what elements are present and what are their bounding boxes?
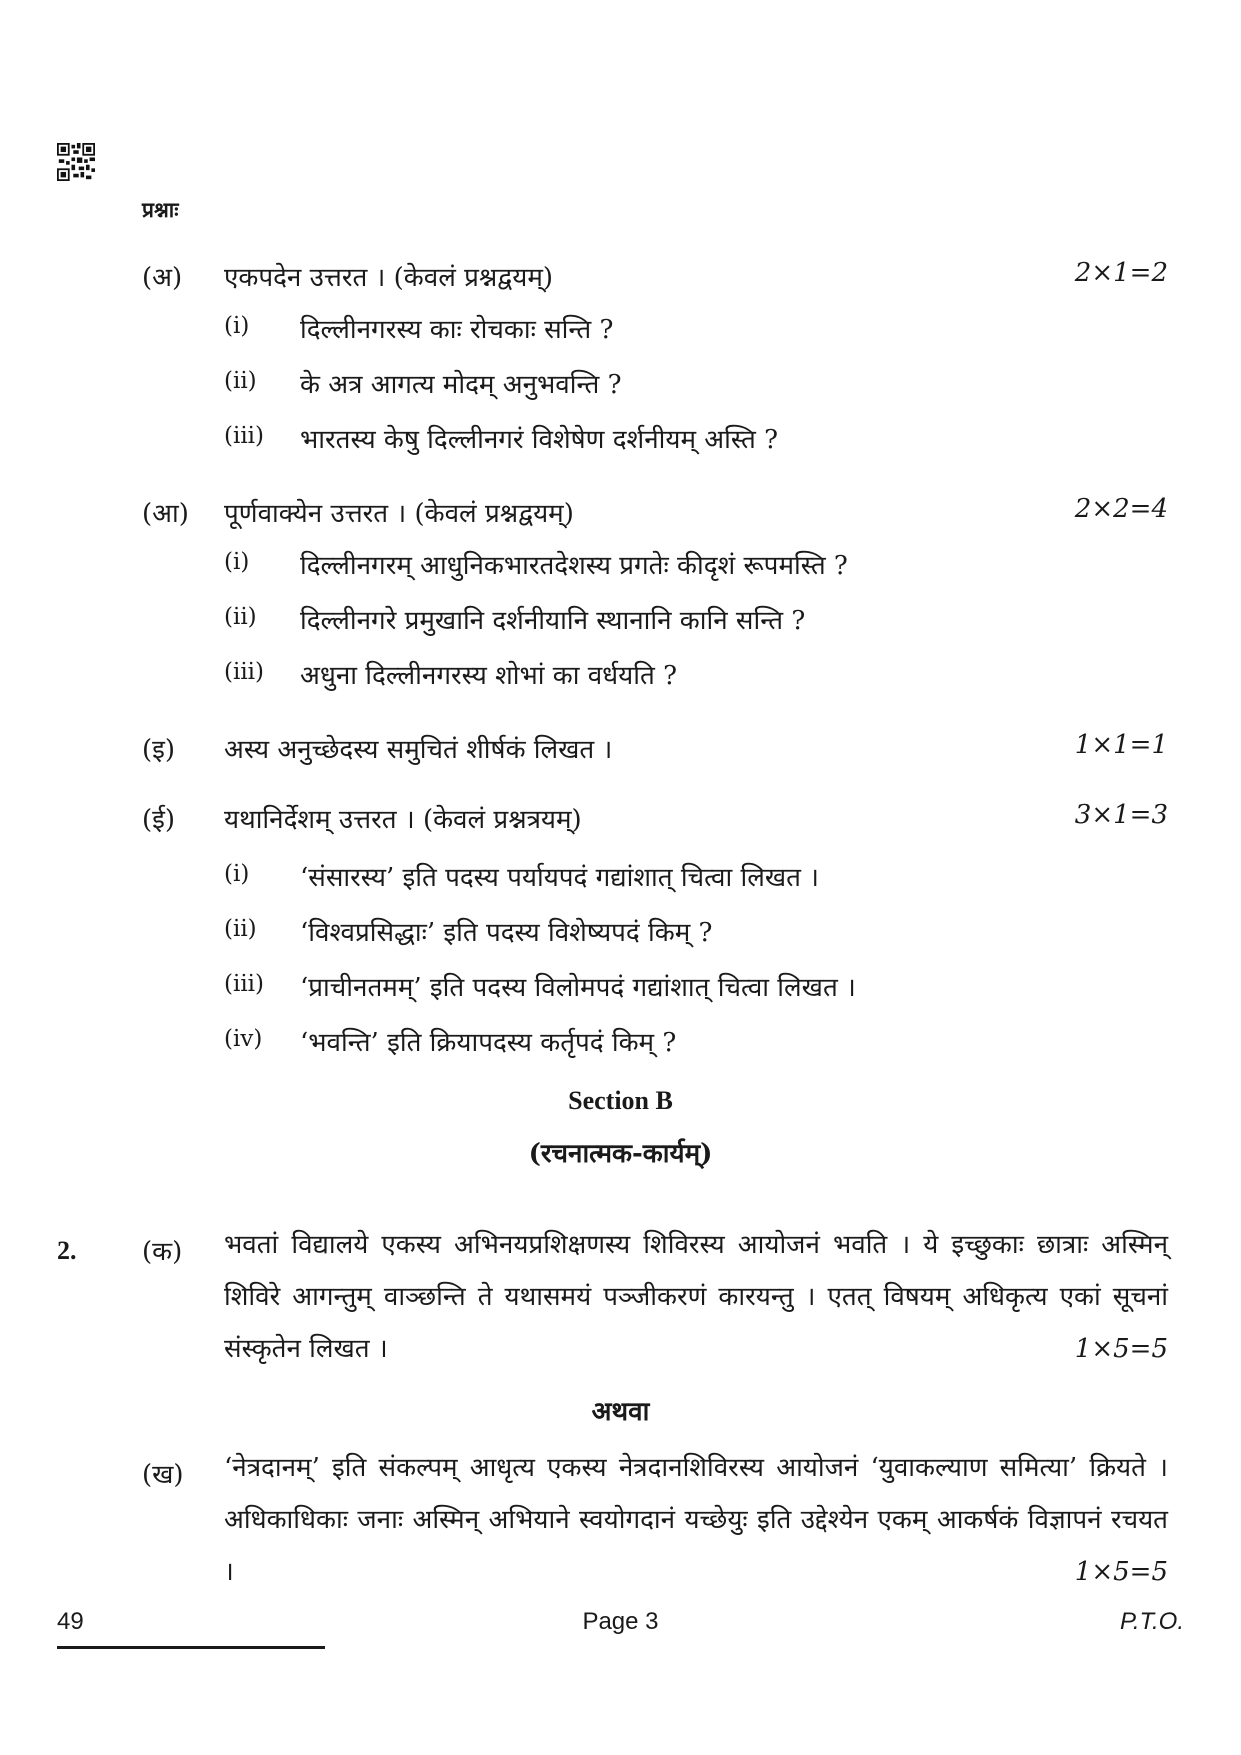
question-ii-text: यथानिर्देशम् उत्तरत । (केवलं प्रश्नत्रयम्) (224, 805, 582, 835)
questions-heading: प्रश्नाः (142, 197, 179, 222)
question-i-text: अस्य अनुच्छेदस्य समुचितं शीर्षकं लिखत । (224, 735, 613, 765)
question-aa-marks: 2×2=4 (1074, 494, 1168, 524)
footer-rule (57, 1646, 325, 1649)
question-ii-item-text: ‘संसारस्य’ इति पदस्य पर्यायपदं गद्यांशात् चित्वा लिखत । (300, 863, 820, 893)
question-a-label: (अ) (142, 263, 183, 293)
question-a-item-num: (i) (224, 313, 250, 339)
question-ka-text: भवतां विद्यालये एकस्य अभिनयप्रशिक्षणस्य शिविरस्य आयोजनं भवति । ये इच्छुकाः छात्राः अस्मिन् शिविरे आगन्तुम् वाञ्छन्ति ते यथासमयं पञ्जीकरणं कारयन्तु । एतत् विषयम् अधिकृत्य एकां सूचनां संस्कृतेन लिखत । (224, 1230, 1168, 1364)
question-ii-item-text: ‘भवन्ति’ इति क्रियापदस्य कर्तृपदं किम् ? (300, 1028, 677, 1058)
question-aa-text: पूर्णवाक्येन उत्तरत । (केवलं प्रश्नद्वयम्) (224, 499, 574, 529)
question-ii-item-text: ‘प्राचीनतमम्’ इति पदस्य विलोमपदं गद्यांशात् चित्वा लिखत । (300, 973, 856, 1003)
paper-code: 49 (57, 1608, 84, 1635)
question-ka-label: (क) (142, 1237, 183, 1267)
pto-label: P.T.O. (1119, 1608, 1184, 1635)
question-number: 2. (57, 1236, 77, 1265)
question-kha-text: ‘नेत्रदानम्’ इति संकल्पम् आधृत्य एकस्य नेत्रदानशिविरस्य आयोजनं ‘युवाकल्याण समित्या’ क्रियते । अधिकाधिकाः जनाः अस्मिन् अभियाने स्वयोगदानं यच्छेयुः इति उद्देश्येन एकम् आकर्षकं विज्ञापनं रचयत । (224, 1453, 1168, 1587)
question-a-item-text: दिल्लीनगरस्य काः रोचकाः सन्ति ? (300, 315, 614, 345)
question-ii-label: (ई) (142, 805, 176, 835)
question-ka-marks: 1×5=5 (1074, 1334, 1168, 1364)
question-a-item-num: (iii) (224, 423, 265, 449)
page-number: Page 3 (582, 1608, 659, 1635)
question-i-marks: 1×1=1 (1074, 730, 1168, 760)
or-separator: अथवा (591, 1397, 650, 1427)
question-aa-item-num: (iii) (224, 659, 265, 685)
question-aa-item-num: (ii) (224, 604, 257, 630)
question-a-item-num: (ii) (224, 368, 257, 394)
question-ii-marks: 3×1=3 (1074, 800, 1168, 830)
question-aa-item-num: (i) (224, 549, 250, 575)
question-aa-item-text: दिल्लीनगरम् आधुनिकभारतदेशस्य प्रगतेः कीदृशं रूपमस्ति ? (300, 551, 848, 581)
question-kha-paragraph (224, 1442, 1168, 1598)
question-aa-item-text: दिल्लीनगरे प्रमुखानि दर्शनीयानि स्थानानि कानि सन्ति ? (300, 606, 806, 636)
question-a-item-text: के अत्र आगत्य मोदम् अनुभवन्ति ? (300, 370, 622, 400)
question-i-label: (इ) (142, 735, 176, 765)
question-a-item-text: भारतस्य केषु दिल्लीनगरं विशेषेण दर्शनीयम् अस्ति ? (300, 425, 779, 455)
section-subtitle: (रचनात्मक-कार्यम्) (528, 1139, 713, 1169)
section-title: Section B (568, 1086, 673, 1115)
question-aa-label: (आ) (142, 499, 189, 529)
question-kha-label: (ख) (142, 1460, 184, 1490)
question-ii-item-text: ‘विश्वप्रसिद्धाः’ इति पदस्य विशेष्यपदं किम् ? (300, 918, 713, 948)
question-ka-paragraph (224, 1219, 1168, 1375)
qr-code-icon (57, 143, 95, 181)
question-ii-item-num: (ii) (224, 916, 257, 942)
question-aa-item-text: अधुना दिल्लीनगरस्य शोभां का वर्धयति ? (300, 661, 678, 691)
question-ii-item-num: (iii) (224, 971, 265, 997)
question-ii-item-num: (iv) (224, 1026, 263, 1052)
question-a-text: एकपदेन उत्तरत । (केवलं प्रश्नद्वयम्) (224, 263, 554, 293)
question-a-marks: 2×1=2 (1074, 258, 1168, 288)
question-ii-item-num: (i) (224, 861, 250, 887)
question-kha-marks: 1×5=5 (1074, 1557, 1168, 1587)
